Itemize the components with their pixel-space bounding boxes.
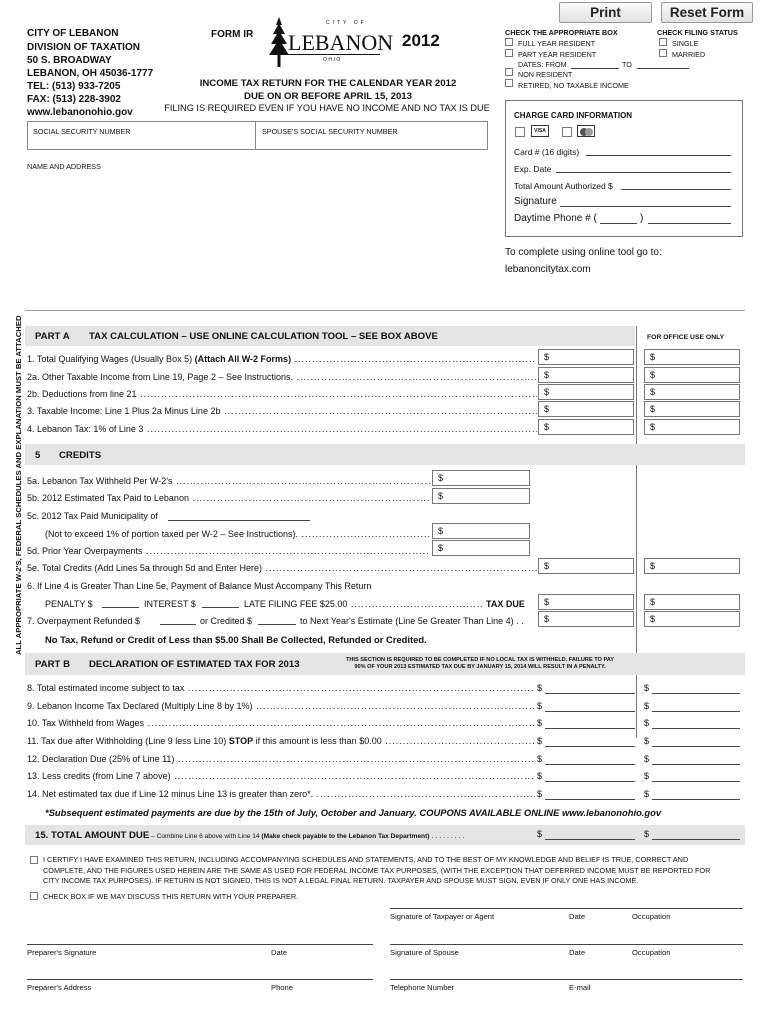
part-a-title: TAX CALCULATION – USE ONLINE CALCULATION TOOL – SEE BOX ABOVE <box>89 331 438 342</box>
municipality-field[interactable] <box>168 520 310 521</box>
discuss-preparer-label: CHECK BOX IF WE MAY DISCUSS THIS RETURN WITH YOUR PREPARER. <box>43 892 299 901</box>
divider <box>25 310 745 311</box>
spouse-signature-line[interactable] <box>390 944 743 945</box>
filing-required: FILING IS REQUIRED EVEN IF YOU HAVE NO INCOME AND NO TAX IS DUE <box>164 103 490 113</box>
daytime-phone-label: Daytime Phone # ( <box>514 213 597 224</box>
address-line: LEBANON, OH 45036-1777 <box>27 68 154 79</box>
telephone-label: Telephone Number <box>390 983 455 992</box>
credits-header <box>25 444 745 465</box>
line-5c-amount[interactable]: $ <box>432 523 530 539</box>
certification-text: I CERTIFY I HAVE EXAMINED THIS RETURN, INCLUDING ACCOMPANYING SCHEDULES AND STATEMENTS, AND TO THE BEST OF MY KNOWLEDGE AND BELIEF IS TRUE, CORRECT AND COMPLETE, AND THE FIGURES USED HEREIN ARE THE SAME AS USED FOR FEDERAL INCOME TAX PURPOSES, (WITH THE EXCEPTION THAT DEFERRED INCOME MUST BE REPORTED FOR CITY INCOME TAX PURPOSES). IF RETURN IS NOT SIGNED, THIS IS NOT A LEGAL FINAL RETURN. TAXPAYER AND SPOUSE MUST SIGN, EVEN IF ONLY ONE HAS INCOME. <box>43 855 711 886</box>
line-2a: 2a. Other Taxable Income from Line 19, Page 2 – See Instructions. ..... <box>27 372 537 383</box>
online-tool-link[interactable]: lebanoncitytax.com <box>505 264 591 275</box>
dates-to-label: TO <box>622 60 632 69</box>
spouse-signature-label: Signature of Spouse <box>390 948 459 957</box>
part-year-label: PART YEAR RESIDENT <box>518 50 597 59</box>
ssn-label: SOCIAL SECURITY NUMBER <box>33 127 131 136</box>
office-9-dollar: $ <box>644 701 650 711</box>
taxpayer-date-label: Date <box>569 912 586 921</box>
office-11-dollar: $ <box>644 736 650 746</box>
line-12-amount[interactable] <box>545 764 635 765</box>
line-11: 11. Tax due after Withholding (Line 9 less Line 10) STOP if this amount is less than $0.00 ..... <box>27 736 535 747</box>
penalty-label: PENALTY $ <box>45 599 93 609</box>
line-9: 9. Lebanon Income Tax Declared (Multiply Line 8 by 1%) ..... <box>27 701 535 712</box>
office-8-dollar: $ <box>644 683 650 693</box>
line-5c: 5c. 2012 Tax Paid Municipality of <box>27 511 158 521</box>
credits-title: CREDITS <box>59 450 102 461</box>
taxpayer-occupation-label: Occupation <box>632 912 671 921</box>
card-number-field[interactable] <box>586 155 731 156</box>
line-13-amount[interactable] <box>545 781 635 782</box>
filing-status-heading: CHECK FILING STATUS <box>657 28 738 37</box>
office-line-9[interactable] <box>652 711 740 712</box>
office-use-label: FOR OFFICE USE ONLY <box>647 334 725 341</box>
line-1: 1. Total Qualifying Wages (Usually Box 5) (Attach All W-2 Forms) ..... <box>27 354 537 365</box>
preparer-date-label: Date <box>271 948 288 957</box>
logo-city-of: CITY OF <box>326 20 367 26</box>
office-line-14[interactable] <box>652 799 740 800</box>
discuss-preparer-checkbox[interactable] <box>30 892 38 900</box>
office-14-dollar: $ <box>644 789 650 799</box>
single-label: SINGLE <box>672 39 699 48</box>
form-ir-label: FORM IR <box>211 29 254 40</box>
print-button[interactable]: Print <box>559 2 652 23</box>
line-5d-amount[interactable]: $ <box>432 540 530 556</box>
office-total-amount[interactable] <box>652 839 740 840</box>
preparer-signature-line[interactable] <box>27 944 373 945</box>
preparer-signature-label: Preparer's Signature <box>27 948 97 957</box>
office-line-13[interactable] <box>652 781 740 782</box>
office-line-7[interactable]: $ <box>644 611 740 627</box>
phone-number-field[interactable] <box>648 223 731 224</box>
non-resident-label: NON RESIDENT <box>518 70 573 79</box>
preparer-address-label: Preparer's Address <box>27 983 92 992</box>
penalty-field[interactable] <box>102 607 139 608</box>
phone-paren: ) <box>640 213 644 224</box>
part-b-note: THIS SECTION IS REQUIRED TO BE COMPLETED IF NO LOCAL TAX IS WITHHELD. FAILURE TO PAY 90% OF YOUR 2013 ESTIMATED TAX DUE BY JANUARY 15, 2014 WILL RESULT IN A PENALTY. <box>345 657 615 670</box>
line-1-amount[interactable]: $ <box>538 349 634 365</box>
office-line-3[interactable]: $ <box>644 401 740 417</box>
line-7-next-year: to Next Year's Estimate (Line 5e Greater Than Line 4) . . <box>300 616 524 626</box>
office-line-10[interactable] <box>652 728 740 729</box>
refund-field[interactable] <box>160 624 196 625</box>
line-4-amount[interactable]: $ <box>538 419 634 435</box>
card-number-label: Card # (16 digits) <box>514 147 580 157</box>
residency-heading: CHECK THE APPROPRIATE BOX <box>505 28 618 37</box>
address-line: 50 S. BROADWAY <box>27 55 112 66</box>
line-11-dollar: $ <box>537 736 543 746</box>
part-b-label: PART B <box>35 659 70 670</box>
line-14-amount[interactable] <box>545 799 635 800</box>
website: www.lebanonohio.gov <box>27 107 133 118</box>
line-7-amount[interactable]: $ <box>538 611 634 627</box>
preparer-phone-label: Phone <box>271 983 293 992</box>
name-address-field[interactable] <box>27 175 487 295</box>
office-line-11[interactable] <box>652 746 740 747</box>
office-line-2b[interactable]: $ <box>644 384 740 400</box>
address-line: CITY OF LEBANON <box>27 28 119 39</box>
part-a-label: PART A <box>35 331 70 342</box>
mastercard-icon <box>577 125 595 137</box>
spouse-occupation-label: Occupation <box>632 948 671 957</box>
charge-card-heading: CHARGE CARD INFORMATION <box>514 111 633 120</box>
retired-checkbox[interactable] <box>505 79 513 87</box>
line-10-dollar: $ <box>537 718 543 728</box>
total-authorized-label: Total Amount Authorized $ <box>514 181 613 191</box>
line-7-refunded: 7. Overpayment Refunded $ <box>27 616 141 626</box>
card-signature-label: Signature <box>514 196 557 207</box>
line-5a-amount[interactable]: $ <box>432 470 530 486</box>
line-12: 12. Declaration Due (25% of Line 11) ..... <box>27 754 535 765</box>
subsequent-payments-note: *Subsequent estimated payments are due by the 15th of July, October and January. COUPONS AVAILABLE ONLINE www.lebanonohio.gov <box>45 807 662 818</box>
reset-form-button[interactable]: Reset Form <box>661 2 753 23</box>
line-14-dollar: $ <box>537 789 543 799</box>
line-4: 4. Lebanon Tax: 1% of Line 3 ..... <box>27 424 537 435</box>
dates-from-field[interactable] <box>571 68 619 69</box>
office-line-5e[interactable]: $ <box>644 558 740 574</box>
exp-date-field[interactable] <box>556 172 731 173</box>
return-title: INCOME TAX RETURN FOR THE CALENDAR YEAR 2012 <box>199 78 457 89</box>
married-label: MARRIED <box>672 50 706 59</box>
office-10-dollar: $ <box>644 718 650 728</box>
total-authorized-field[interactable] <box>621 189 731 190</box>
office-line-12[interactable] <box>652 764 740 765</box>
office-12-dollar: $ <box>644 754 650 764</box>
line-6: 6. If Line 4 is Greater Than Line 5e, Payment of Balance Must Accompany This Return <box>27 581 372 591</box>
certify-checkbox[interactable] <box>30 856 38 864</box>
line-5b-amount[interactable]: $ <box>432 488 530 504</box>
mastercard-checkbox[interactable] <box>562 127 572 137</box>
address-line: FAX: (513) 228-3902 <box>27 94 121 105</box>
line-9-amount[interactable] <box>545 711 635 712</box>
line-8: 8. Total estimated income subject to tax ..... <box>27 683 535 694</box>
card-signature-field[interactable] <box>560 206 731 207</box>
total-due-amount[interactable] <box>545 839 635 840</box>
office-line-4[interactable]: $ <box>644 419 740 435</box>
line-9-dollar: $ <box>537 701 543 711</box>
line-3: 3. Taxable Income: Line 1 Plus 2a Minus Line 2b ..... <box>27 406 537 417</box>
telephone-line[interactable] <box>390 979 743 980</box>
line-13-dollar: $ <box>537 771 543 781</box>
line-5d: 5d. Prior Year Overpayments ..... <box>27 546 430 557</box>
email-label: E-mail <box>569 983 591 992</box>
office-line-1[interactable]: $ <box>644 349 740 365</box>
dates-from-label: DATES: FROM <box>518 60 567 69</box>
online-tool-text: To complete using online tool go to: <box>505 247 662 258</box>
line-7-credited: or Credited $ <box>200 616 253 626</box>
late-fee-label: LATE FILING FEE $25.00 ..... <box>244 599 484 610</box>
address-line: DIVISION OF TAXATION <box>27 42 140 53</box>
due-date: DUE ON OR BEFORE APRIL 15, 2013 <box>244 91 412 102</box>
office-tax-due[interactable]: $ <box>644 594 740 610</box>
line-8-amount[interactable] <box>545 693 635 694</box>
exp-date-label: Exp. Date <box>514 164 552 174</box>
logo-state: OHIO <box>323 57 342 63</box>
line-10-amount[interactable] <box>545 728 635 729</box>
full-year-label: FULL YEAR RESIDENT <box>518 39 596 48</box>
line-2b: 2b. Deductions from line 21 ..... <box>27 389 537 400</box>
interest-field[interactable] <box>202 607 239 608</box>
spouse-ssn-label: SPOUSE'S SOCIAL SECURITY NUMBER <box>262 127 398 136</box>
visa-icon: VISA <box>531 125 549 137</box>
tree-icon <box>268 17 290 69</box>
line-14: 14. Net estimated tax due if Line 12 minus Line 13 is greater than zero*. ..... <box>27 789 535 800</box>
office-total-dollar: $ <box>644 829 650 839</box>
full-year-checkbox[interactable] <box>505 38 513 46</box>
line-13: 13. Less credits (from Line 7 above) ..... <box>27 771 535 782</box>
line-3-amount[interactable]: $ <box>538 401 634 417</box>
dates-to-field[interactable] <box>637 68 689 69</box>
no-tax-notice: No Tax, Refund or Credit of Less than $5.00 Shall Be Collected, Refunded or Credited. <box>45 634 427 645</box>
phone-area-field[interactable] <box>600 223 637 224</box>
side-attach-notice: ALL APPROPRIATE W-2'S, FEDERAL SCHEDULES AND EXPLANATION MUST BE ATTACHED <box>14 315 23 655</box>
line-5e: 5e. Total Credits (Add Lines 5a through 5d and Enter Here) ..... <box>27 563 537 574</box>
name-address-label: NAME AND ADDRESS <box>27 162 101 171</box>
credits-number: 5 <box>35 450 41 461</box>
logo-name: LEBANON <box>288 30 394 55</box>
city-logo <box>268 14 394 74</box>
line-10: 10. Tax Withheld from Wages ..... <box>27 718 535 729</box>
line-5e-amount[interactable]: $ <box>538 558 634 574</box>
line-12-dollar: $ <box>537 754 543 764</box>
line-2b-amount[interactable]: $ <box>538 384 634 400</box>
preparer-address-line[interactable] <box>27 979 373 980</box>
taxpayer-signature-label: Signature of Taxpayer or Agent <box>390 912 495 921</box>
line-5c-note: (Not to exceed 1% of portion taxed per W-2 – See Instructions). ..... <box>45 529 430 540</box>
line-11-amount[interactable] <box>545 746 635 747</box>
address-line: TEL: (513) 933-7205 <box>27 81 121 92</box>
line-8-dollar: $ <box>537 683 543 693</box>
interest-label: INTEREST $ <box>144 599 196 609</box>
non-resident-checkbox[interactable] <box>505 68 513 76</box>
part-year-checkbox[interactable] <box>505 49 513 57</box>
tax-due-amount[interactable]: $ <box>538 594 634 610</box>
visa-checkbox[interactable] <box>515 127 525 137</box>
office-line-2a[interactable]: $ <box>644 367 740 383</box>
credited-field[interactable] <box>258 624 296 625</box>
single-checkbox[interactable] <box>659 38 667 46</box>
office-line-8[interactable] <box>652 693 740 694</box>
taxpayer-signature-line[interactable] <box>390 908 743 909</box>
total-due-dollar: $ <box>537 829 543 839</box>
part-b-title: DECLARATION OF ESTIMATED TAX FOR 2013 <box>89 659 300 670</box>
spouse-date-label: Date <box>569 948 586 957</box>
line-5a: 5a. Lebanon Tax Withheld Per W-2's ..... <box>27 476 430 487</box>
line-2a-amount[interactable]: $ <box>538 367 634 383</box>
married-checkbox[interactable] <box>659 49 667 57</box>
line-5b: 5b. 2012 Estimated Tax Paid to Lebanon ..... <box>27 493 430 504</box>
tax-due-label: TAX DUE <box>486 599 525 609</box>
retired-label: RETIRED, NO TAXABLE INCOME <box>518 81 629 90</box>
office-13-dollar: $ <box>644 771 650 781</box>
total-due-label: 15. TOTAL AMOUNT DUE – Combine Line 6 above with Line 14 (Make check payable to the Lebanon Tax Department) . . . . . . . . . <box>35 830 465 841</box>
tax-year: 2012 <box>402 31 440 50</box>
